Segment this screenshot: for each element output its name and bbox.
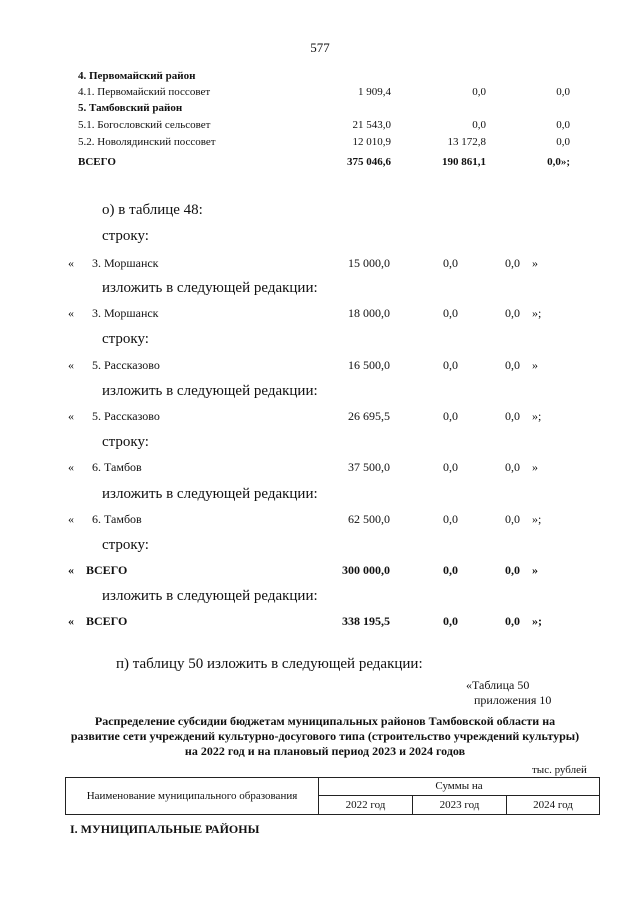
row-value-2024: 0,0»;	[547, 156, 570, 168]
row-value-2023: 0,0	[472, 86, 486, 98]
table-label-appendix: приложения 10	[474, 693, 552, 707]
row-value-2022: 21 543,0	[352, 119, 391, 131]
units-label: тыс. рублей	[532, 764, 587, 776]
row-value-2023: 0,0	[443, 306, 458, 320]
column-header-year: 2023 год	[413, 796, 507, 814]
row-value-2023: 0,0	[443, 409, 458, 423]
list-item	[68, 358, 588, 376]
row-value-2023: 0,0	[443, 614, 458, 628]
instruction-stroku: строку:	[102, 228, 149, 244]
list-item-total	[68, 563, 588, 581]
row-value-2022: 12 010,9	[352, 136, 391, 148]
row-value-2022: 15 000,0	[348, 256, 390, 270]
table-row	[78, 86, 598, 102]
row-value-2022: 16 500,0	[348, 358, 390, 372]
row-value-2023: 0,0	[472, 119, 486, 131]
row-value-2022: 37 500,0	[348, 460, 390, 474]
row-value-2024: 0,0	[505, 306, 520, 320]
column-header-sum: Суммы на	[319, 778, 599, 796]
list-item	[68, 256, 588, 274]
table-row	[78, 102, 598, 118]
list-item	[68, 306, 588, 324]
open-quote: «	[68, 358, 74, 372]
close-quote: »	[532, 460, 538, 474]
open-quote: «	[68, 256, 74, 270]
table-row	[78, 70, 598, 86]
row-value-2024: 0,0	[505, 614, 520, 628]
row-name: 4.1. Первомайский поссовет	[78, 86, 211, 98]
instruction-stroku: строку:	[102, 331, 149, 347]
row-name: 3. Моршанск	[92, 306, 159, 320]
open-quote: «	[68, 460, 74, 474]
row-value-2024: 0,0	[505, 256, 520, 270]
row-value-2022: 1 909,4	[358, 86, 391, 98]
section-heading: I. МУНИЦИПАЛЬНЫЕ РАЙОНЫ	[70, 822, 260, 836]
row-name: ВСЕГО	[86, 563, 128, 577]
row-value-2024: 0,0	[505, 512, 520, 526]
row-value-2023: 13 172,8	[447, 136, 486, 148]
table-label: «Таблица 50	[466, 678, 530, 692]
row-value-2022: 338 195,5	[342, 614, 390, 628]
row-value-2023: 190 861,1	[442, 156, 486, 168]
close-quote: »;	[532, 306, 542, 320]
close-quote: »;	[532, 614, 542, 628]
row-value-2024: 0,0	[505, 563, 520, 577]
open-quote: «	[68, 409, 74, 423]
row-value-2022: 62 500,0	[348, 512, 390, 526]
row-value-2024: 0,0	[556, 119, 570, 131]
row-name: 5. Тамбовский район	[78, 102, 183, 114]
column-header-name: Наименование муниципального образования	[66, 778, 319, 814]
close-quote: »;	[532, 512, 542, 526]
table-row	[78, 119, 598, 135]
open-quote: «	[68, 614, 74, 628]
instruction-izlozhit: изложить в следующей редакции:	[102, 383, 318, 399]
row-value-2023: 0,0	[443, 563, 458, 577]
page-number: 577	[310, 40, 330, 55]
open-quote: «	[68, 512, 74, 526]
close-quote: »	[532, 358, 538, 372]
row-name: 3. Моршанск	[92, 256, 159, 270]
table-row	[78, 136, 598, 152]
row-name: 5. Рассказово	[92, 409, 160, 423]
row-name: ВСЕГО	[78, 156, 116, 168]
row-value-2023: 0,0	[443, 512, 458, 526]
row-name: 5. Рассказово	[92, 358, 160, 372]
instruction-izlozhit: изложить в следующей редакции:	[102, 280, 318, 296]
row-value-2023: 0,0	[443, 358, 458, 372]
open-quote: «	[68, 306, 74, 320]
instruction-o: о) в таблице 48:	[102, 202, 203, 218]
table-header	[65, 777, 600, 815]
row-value-2024: 0,0	[556, 136, 570, 148]
close-quote: »;	[532, 409, 542, 423]
row-value-2024: 0,0	[505, 460, 520, 474]
row-value-2022: 300 000,0	[342, 563, 390, 577]
instruction-stroku: строку:	[102, 434, 149, 450]
instruction-p: п) таблицу 50 изложить в следующей редакции:	[116, 656, 423, 672]
row-value-2023: 0,0	[443, 460, 458, 474]
row-value-2024: 0,0	[505, 358, 520, 372]
row-name: ВСЕГО	[86, 614, 128, 628]
instruction-izlozhit: изложить в следующей редакции:	[102, 588, 318, 604]
row-value-2022: 26 695,5	[348, 409, 390, 423]
list-item	[68, 460, 588, 478]
row-value-2022: 18 000,0	[348, 306, 390, 320]
row-value-2024: 0,0	[556, 86, 570, 98]
row-value-2024: 0,0	[505, 409, 520, 423]
column-header-year: 2022 год	[319, 796, 413, 814]
table-row-total	[78, 156, 598, 172]
row-name: 6. Тамбов	[92, 460, 142, 474]
row-value-2023: 0,0	[443, 256, 458, 270]
row-name: 5.2. Новолядинский поссовет	[78, 136, 216, 148]
list-item	[68, 512, 588, 530]
column-header-year: 2024 год	[533, 799, 573, 811]
instruction-stroku: строку:	[102, 537, 149, 553]
instruction-izlozhit: изложить в следующей редакции:	[102, 486, 318, 502]
row-name: 6. Тамбов	[92, 512, 142, 526]
close-quote: »	[532, 563, 538, 577]
table-title: Распределение субсидии бюджетам муниципальных районов Тамбовской области на развитие сети учреждений культурно-досугового типа (строительство учреждений культуры) на 2022 год и на плановый период 2023 и 2024 годов	[70, 714, 580, 758]
row-value-2022: 375 046,6	[347, 156, 391, 168]
close-quote: »	[532, 256, 538, 270]
row-name: 5.1. Богословский сельсовет	[78, 119, 211, 131]
list-item-total	[68, 614, 588, 632]
list-item	[68, 409, 588, 427]
open-quote: «	[68, 563, 74, 577]
row-name: 4. Первомайский район	[78, 70, 196, 82]
